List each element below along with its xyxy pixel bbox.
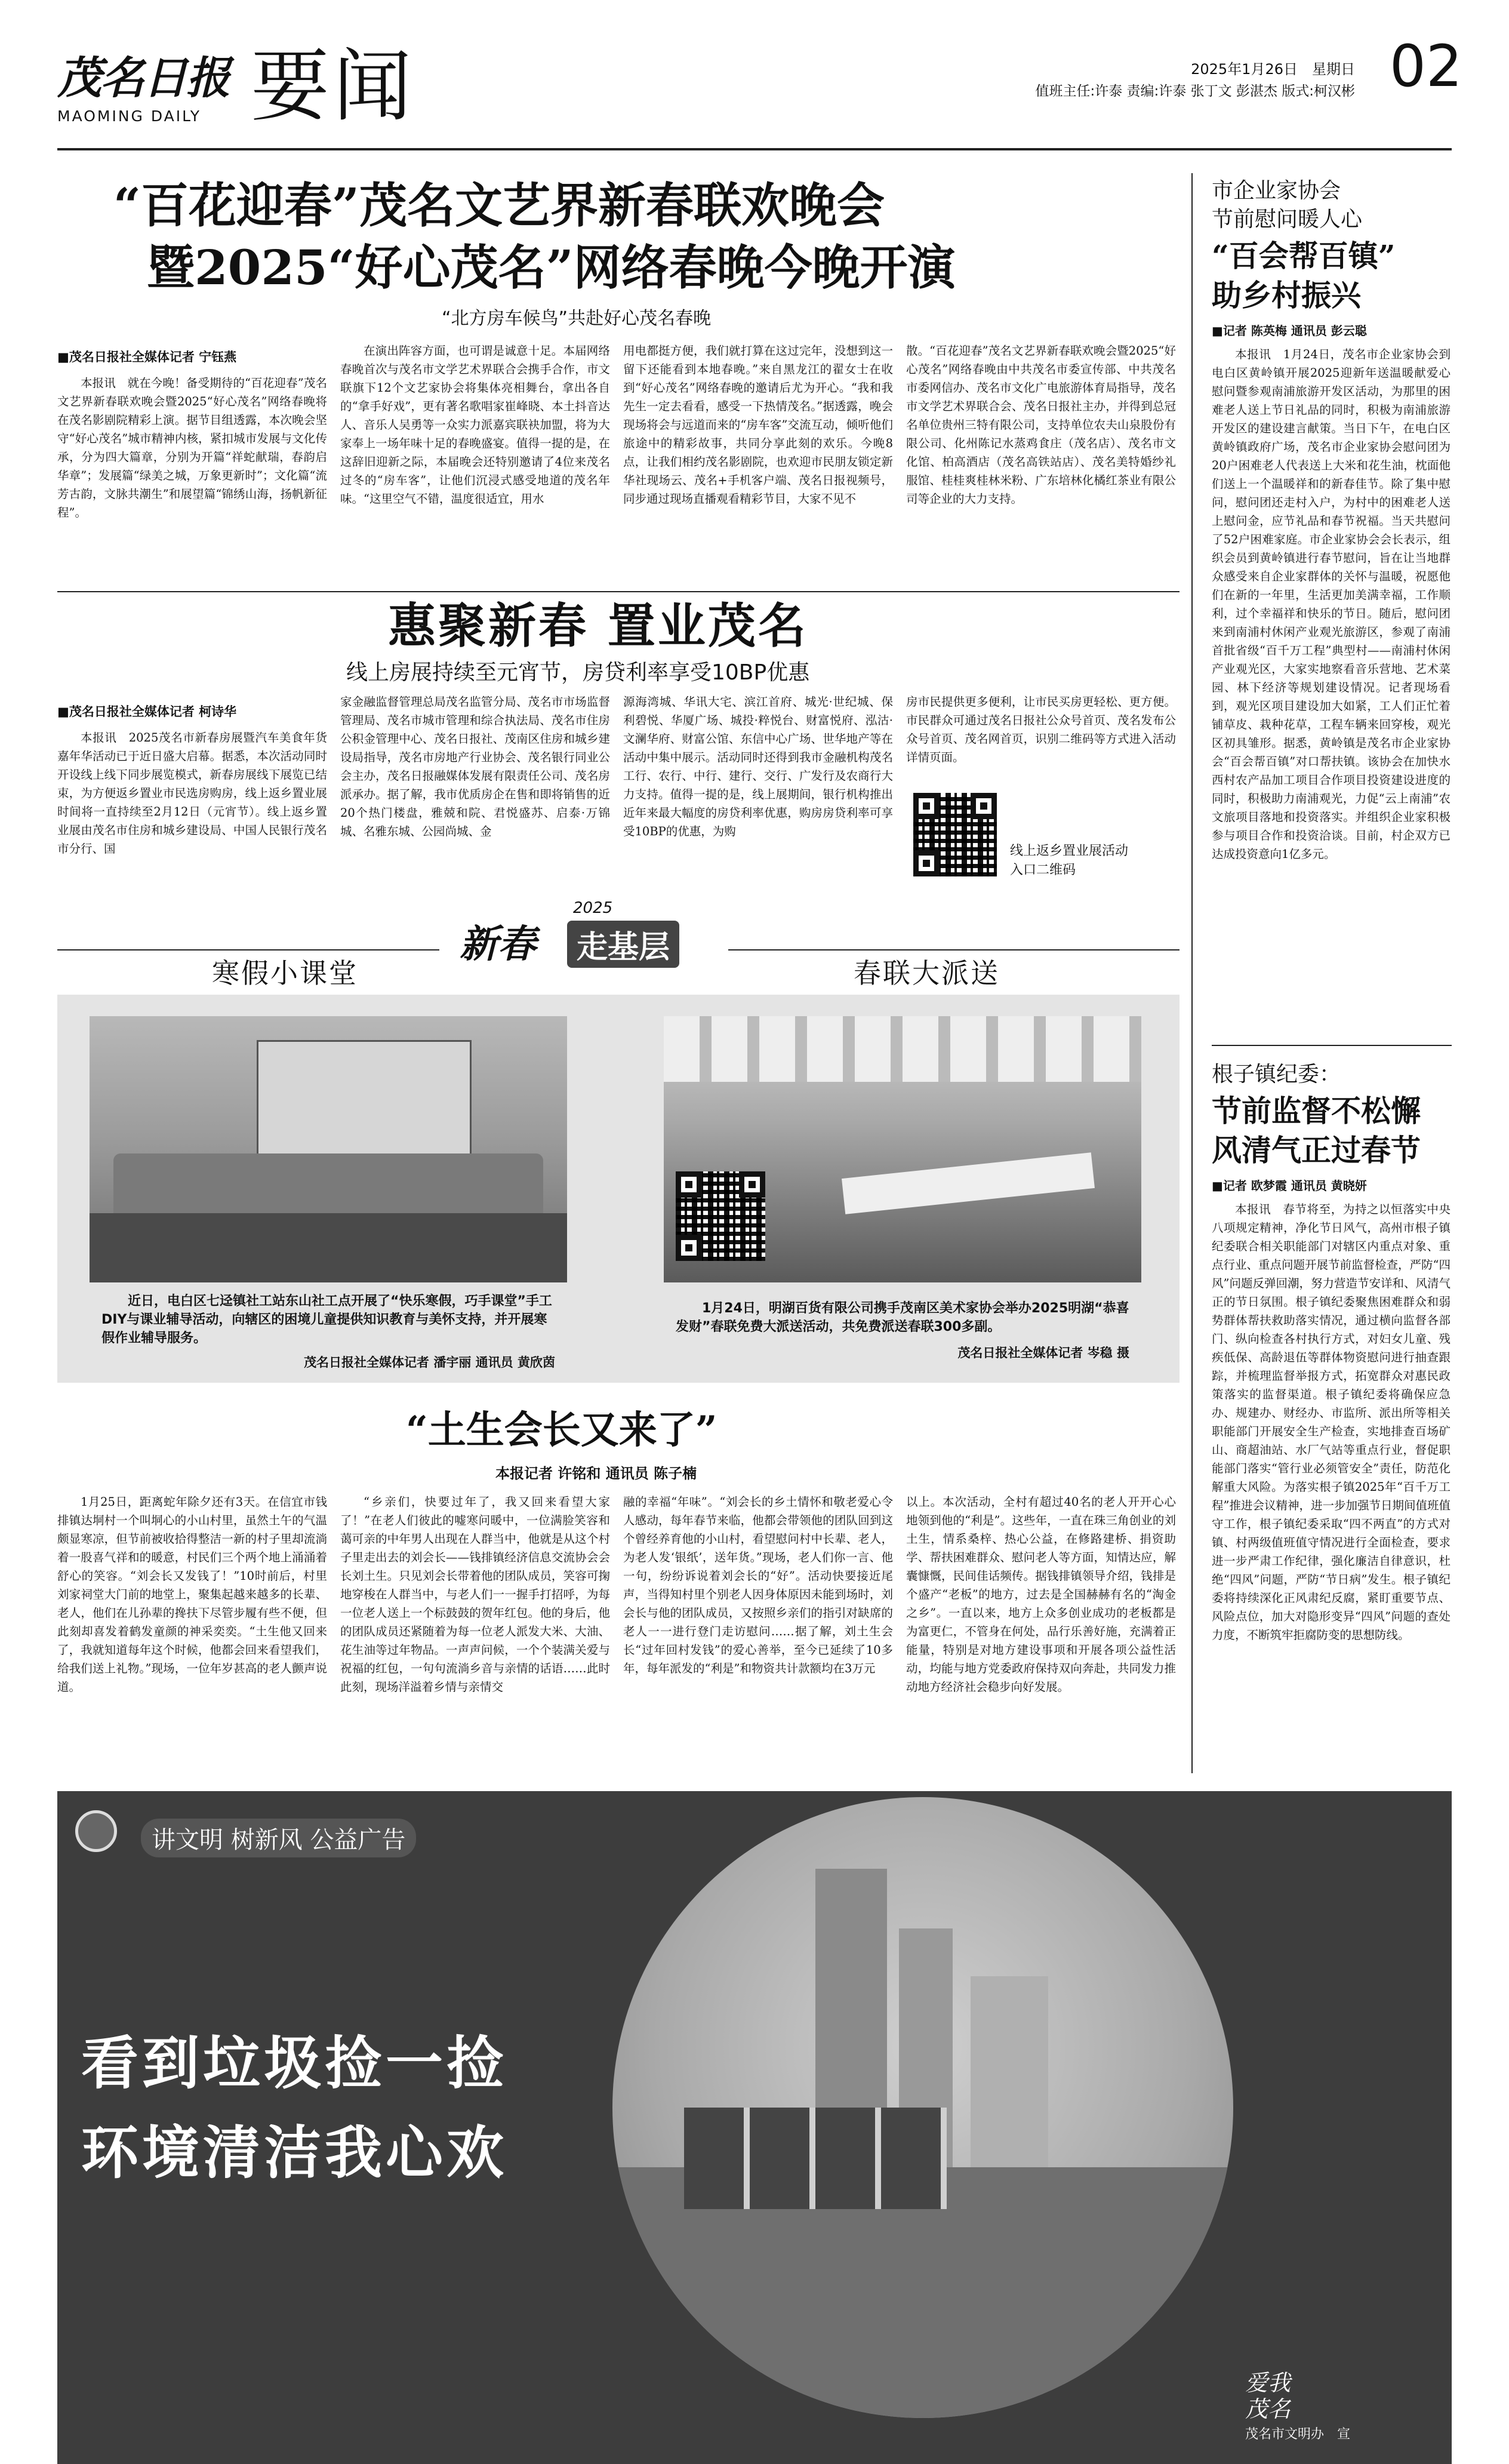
article3-col-1 (57, 1493, 327, 1696)
article1-col-2 (340, 342, 610, 508)
badge-year: 2025 (573, 899, 613, 917)
article2-headline: 惠聚新春 置业茂名 (388, 598, 808, 654)
article2-col-2 (340, 693, 610, 841)
ad-illustration-circle (612, 1797, 1233, 2418)
issue-date: 2025年1月26日 星期日 (1191, 61, 1355, 78)
badge-new-spring: 新春 (460, 922, 536, 967)
qr-caption-line2: 入口二维码 (1010, 863, 1076, 878)
article3-headline: “土生会长又来了” (406, 1408, 717, 1453)
article2-col-4 (906, 693, 1176, 767)
ad-kicker: 讲文明 树新风 公益广告 (141, 1819, 416, 1857)
article3-byline: 本报记者 许铭和 通讯员 陈子楠 (495, 1465, 697, 1482)
badge-grassroots: 走基层 (567, 921, 679, 968)
ad-emblem (75, 1810, 117, 1852)
qr-caption-line1: 线上返乡置业展活动 (1010, 844, 1129, 859)
photo-left-caption: 近日，电白区七迳镇社工站东山社工点开展了“快乐寒假，巧手课堂”手工DIY与课业辅导活动，向辖区的困境儿童提供知识教育与美怀支持，并开展寒假作业辅导服务。 (101, 1294, 552, 1346)
sidebar1-title-1: “百会帮百镇” (1212, 238, 1396, 273)
article1-col-1 (57, 347, 327, 522)
sidebar-divider (1191, 173, 1193, 1773)
sidebar2-kicker: 根子镇纪委： (1212, 1062, 1341, 1087)
photo-left-credit: 茂名日报社全媒体记者 潘宇丽 通讯员 黄欣茵 (304, 1355, 555, 1370)
article1-col-4 (906, 342, 1176, 508)
housing-expo-qr-code[interactable] (913, 793, 997, 876)
sidebar-story-divider (1212, 1045, 1452, 1046)
article1-col-3 (623, 342, 893, 508)
logo-calligraphy: 茂名日报 (57, 53, 229, 104)
article1-headline-2: 暨2025“好心茂名”网络春晚今晚开演 (147, 239, 956, 296)
ad-brand-line2: 茂名 (1245, 2396, 1291, 2422)
article3-col-3 (623, 1493, 893, 1678)
article3-text-3: 融的幸福“年味”。“刘会长的乡土情怀和敬老爱心令人感动，每年春节来临，他都会带领他的团队回到这个曾经养育他的小山村，看望慰问村中长辈、老人，为老人发‘银纸’，送年货。”现场，老人们你一言、他一句，纷纷诉说着刘会长的“好”。活动快要接近尾声，当得知村里个别老人因身体原因未能到场时，刘会长与他的团队成员，又按照乡亲们的指引对缺席的老人一一进行登门走访慰问……据了解，刘土生会长“过年回村发钱”的爱心善举，至今已延续了10多年，每年派发的“利是”和物资共计款额均在3万元 (623, 1495, 893, 1675)
sidebar1-kicker-1: 市企业家协会 (1212, 179, 1341, 203)
article2-col-1 (57, 702, 327, 858)
banner-line-left (57, 949, 439, 950)
article1-subtitle: “北方房车候鸟”共赴好心茂名春晚 (442, 308, 712, 329)
recycle-bins-graphic (684, 2108, 947, 2209)
article1-text-2: 在演出阵容方面，也可谓是诚意十足。本届网络春晚首次与茂名市文学艺术界联合会携手合作，市文联旗下12个文艺家协会将集体亮相舞台，拿出各自的“拿手好戏”，更有著名歌唱家崔峰晓、本土抖音达人、音乐人吴勇等一众实力派嘉宾联袂加盟，将为大家奉上一场年味十足的春晚盛宴。值得一提的是，在这辞旧迎新之际，本届晚会还特别邀请了4位来茂名过冬的“房车客”，让他们沉浸式感受地道的茂名年味。“这里空气不错，温度很适宜，用水 (340, 344, 610, 506)
article1-text-3: 用电都挺方便，我们就打算在这过完年，没想到这一留下还能看到本地春晚。”来自黑龙江的翟女士在收到“好心茂名”网络春晚的邀请后尤为开心。“我和我先生一定去看看，感受一下热情茂名。”据透露，晚会现场将会与远道而来的“房车客”交流互动，倾听他们旅途中的精彩故事，共同分享此刻的欢乐。今晚8点，让我们相约茂名影剧院，也欢迎市民朋友锁定新华社现场云、茂名+手机客户端、茂名日报视频号，同步通过现场直播观看精彩节目，大家不见不 (623, 344, 893, 506)
sidebar2-body: 本报讯 春节将至，为持之以恒落实中央八项规定精神，净化节日风气，高州市根子镇纪委联合相关职能部门对辖区内重点对象、重点行业、重点问题开展节前监督检查，严防“四风”问题反弹回潮，努力营造节安详和、风清气正的节日氛围。根子镇纪委聚焦困难群众和弱势群体帮扶救助落实情况，通过横向监督各部门、纵向检查各村执行方式，对妇女儿童、残疾低保、高龄退伍等群体物资慰问进行抽查跟踪，并梳理监督举报方式，拓宽群众对惠民政策落实的监督渠道。根子镇纪委将确保应急办、规建办、财经办、市监所、派出所等相关职能部门开展安全生产检查，实地排查百场矿山、商超油站、水厂气站等重点行业，督促职能部门落实“管行业必须管安全”责任，防范化解重大风险。为落实根子镇2025年“百千万工程”推进会议精神，进一步加强节日期间值班值守工作，根子镇纪委采取“四不两直”的方式对镇、村两级值班值守情况进行全面检查，要求进一步严肃工作纪律，强化廉洁自律意识，杜绝“四风”问题，严防“节日病”发生。根子镇纪委将持续深化正风肃纪反腐，紧盯重要节点、风险点位，加大对隐形变异“四风”问题的查处力度，不断筑牢拒腐防变的思想防线。 (1212, 1202, 1451, 1642)
ad-slogan-line2: 环境清洁我心欢 (81, 2120, 507, 2186)
ad-slogan-line1: 看到垃圾捡一捡 (81, 2030, 507, 2097)
ad-credit: 茂名市文明办 宣 (1245, 2427, 1351, 2442)
banner-line-right (728, 949, 1180, 950)
article1-headline-1: “百花迎春”茂名文艺界新春联欢晚会 (113, 177, 885, 233)
sidebar2-title-1: 节前监督不松懈 (1212, 1093, 1421, 1128)
photo-right-credit: 茂名日报社全媒体记者 岑稳 摄 (957, 1346, 1129, 1360)
photo-couplet-giveaway (664, 1016, 1141, 1282)
article1-text-1: 本报讯 就在今晚！备受期待的“百花迎春”茂名文艺界新春联欢晚会暨2025“好心茂名”网络春晚将在茂名影剧院精彩上演。据节目组透露，本次晚会坚守“好心茂名”城市精神内核，紧扣城市发展与文化传承，分为四大篇章，分别为开篇“祥蛇献瑞，春韵启华章”；发展篇“绿美之城，万象更新时”；文化篇“流芳古韵，文脉共潮生”和展望篇“锦绣山海，扬帆新征程”。 (57, 376, 327, 519)
photo-winter-class (90, 1016, 567, 1282)
sidebar2-byline: ■记者 欧梦霞 通讯员 黄晓妍 (1212, 1179, 1367, 1193)
header-rule (57, 148, 1452, 150)
logo-english: MAOMING DAILY (57, 107, 202, 125)
photo-right-caption: 1月24日，明湖百货有限公司携手茂南区美术家协会举办2025明湖“恭喜发财”春联免费大派送活动，共免费派送春联300多副。 (676, 1301, 1129, 1334)
sidebar1-body: 本报讯 1月24日，茂名市企业家协会到电白区黄岭镇开展2025迎新年送温暖献爱心慰问暨参观南浦旅游开发区活动，为那里的困难老人送上节日礼品的同时，积极为南浦旅游开发区的建设建言献策。当日下午，在电白区黄岭镇政府广场，茂名市企业家协会慰问团为20户困难老人代表送上大米和花生油，枕面他们送上一个温暖祥和的新春佳节。除了集中慰问，慰问团还走村入户，为村中的困难老人送上慰问金，应节礼品和春节祝福。当天共慰问了52户困难家庭。市企业家协会会长表示，组织会员到黄岭镇进行春节慰问，旨在让当地群众感受来自企业家群体的关怀与温暖，祝愿他们在新的一年里，生活更加美满幸福，工作顺利，过个幸福祥和快乐的节日。随后，慰问团来到南浦村休闲产业观光旅游区，参观了南浦首批省级“百千万工程”典型村——南浦村休闲产业观光区，大家实地察看音乐营地、艺术菜园、林下经济等规划建设情况。记者现场看到，观光区项目建设加大如紧，工人们正忙着铺草皮、栽种花草，工程车辆来回穿梭，观光区初具雏形。据悉，黄岭镇是茂名市企业家协会“百会帮百镇”对口帮扶镇。该协会在加快水西村农产品加工项目合作项目投资建设进度的同时，积极助力南浦观光，力促“云上南浦”农文旅项目落地和投资落实。并组织企业家积极参与项目合作和投资洽谈。目前，村企双方已达成投资意向1亿多元。 (1212, 347, 1451, 861)
sidebar1-title-2: 助乡村振兴 (1212, 278, 1361, 313)
divider-a1 (57, 591, 1180, 592)
article3-text-2: “乡亲们，快要过年了，我又回来看望大家了！”在老人们彼此的嘘寒问暖中，一位满脸笑容和蔼可亲的中年男人出现在人群当中，他就是从这个村子里走出去的刘会长——钱排镇经济信息交流协会会长刘土生。只见刘会长带着他的团队成员，笑容可掬地穿梭在人群当中，与老人们一一握手打招呼，为每一位老人送上一个标鼓鼓的贺年红包。他的身后，他的团队成员还紧随着为每一位老人派发大米、大油、花生油等过年物品。一声声问候，一个个装满关爱与祝福的红包，一句句流淌乡音与亲情的话语……此时此刻，现场洋溢着乡情与亲情交 (340, 1495, 610, 1694)
photo-qr-code (676, 1171, 765, 1261)
article3-col-4 (906, 1493, 1176, 1696)
sidebar-story-2 (1212, 1060, 1451, 1644)
article3-text-4: 以上。本次活动，全村有超过40名的老人开开心心地领到他的“利是”。这些年，一直在珠三角创业的刘土生，情系桑梓、热心公益，在修路建桥、捐资助学、帮扶困难群众、慰问老人等方面，知情达应，解囊慷慨，民间佳话频传。据钱排镇领导介绍，钱排是个盛产“老板”的地方，过去是全国赫赫有名的“淘金之乡”。一直以来，地方上众多创业成功的老板都是为富更仁，不管身在何处，品行乐善好施，充满着正能量，特别是对地方建设事项和开展各项公益性活动，均能与地方党委政府保持双向奔赴，共同发力推动地方经济社会稳步向好发展。 (906, 1495, 1176, 1694)
article2-text-4: 房市民提供更多便利，让市民买房更轻松、更方便。市民群众可通过茂名日报社公众号首页、茂名发布公众号首页、茂名网首页，识别二维码等方式进入活动详情页面。 (906, 695, 1176, 764)
section-title: 要闻 (251, 41, 415, 133)
article2-subtitle: 线上房展持续至元宵节，房贷利率享受10BP优惠 (346, 660, 810, 685)
new-spring-grassroots-badge (448, 896, 722, 979)
sidebar2-title-2: 风清气正过春节 (1212, 1133, 1421, 1168)
photo-right-heading: 春联大派送 (854, 957, 1000, 989)
page-number: 02 (1389, 33, 1462, 100)
sidebar-story-1 (1212, 177, 1451, 863)
article1-byline: ■茂名日报社全媒体记者 宁钰燕 (57, 350, 237, 364)
article2-text-3: 源海湾城、华讯大宅、滨江首府、城光·世纪城、保利碧悦、华厦广场、城投·粹悦台、财富悦府、泓沽·文澜华府、财富公馆、东信中心广场、世华地产等在活动中集中展示。活动同时还得到我市金融机构茂名工行、农行、中行、建行、交行、广发行及农商行大力支持。值得一提的是，线上展期间，银行机构推出近年来最大幅度的房贷利率优惠，购房房贷利率可享受10BP的优惠，为购 (623, 695, 893, 838)
article2-text-2: 家金融监督管理总局茂名监管分局、茂名市市场监督管理局、茂名市城市管理和综合执法局、茂名市住房公积金管理中心、茂名日报社、茂南区住房和城乡建设局指导，茂名市房地产行业协会、茂名银行同业公会主办，茂名日报融媒体发展有限责任公司、茂名房派承办。据了解，我市优质房企在售和即将销售的近20个热门楼盘，雅兢和院、君悦盛苏、启泰·万锦城、名雅东城、公园尚城、金 (340, 695, 610, 838)
photo-left-heading: 寒假小课堂 (212, 957, 358, 989)
masthead (57, 51, 236, 141)
article3-col-2 (340, 1493, 610, 1696)
article2-byline: ■茂名日报社全媒体记者 柯诗华 (57, 705, 237, 719)
sidebar1-byline: ■记者 陈英梅 通讯员 彭云聪 (1212, 324, 1367, 338)
article1-text-4: 散。“百花迎春”茂名文艺界新春联欢晚会暨2025“好心茂名”网络春晚由中共茂名市委宣传部、中共茂名市委网信办、茂名市文化广电旅游体育局指导，茂名市文学艺术界联合会、茂名日报社主办，并得到总冠名单位贵州三特有限公司，支持单位农夫山泉股份有限公司、化州陈记水蒸鸡食庄（茂名店）、茂名市文化馆、柏高酒店（茂名高铁站店）、茂名美特婚纱礼服馆、桂桂爽桂林米粉、广东培林化橘红茶业有限公司等企业的大力支持。 (906, 344, 1176, 506)
article2-text-1: 本报讯 2025茂名市新春房展暨汽车美食年货嘉年华活动已于近日盛大启幕。据悉，本次活动同时开设线上线下同步展览模式，新春房展线下展览已结束，为方便返乡置业市民选房购房，线上返乡置业展时间将一直持续至2月12日（元宵节）。线上返乡置业展由茂名市住房和城乡建设局、中国人民银行茂名市分行、国 (57, 731, 327, 856)
public-service-ad (57, 1791, 1452, 2464)
ad-brand-line1: 爱我 (1245, 2370, 1291, 2396)
article2-col-3 (623, 693, 893, 841)
article3-text-1: 1月25日，距离蛇年除夕还有3天。在信宜市钱排镇达垌村一个叫垌心的小山村里，虽然土午的气温颇显寒凉，但节前被收拾得整洁一新的村子里却流淌着一股喜气祥和的暖意，村民们三个两个地上涌涌着舒心的笑容。“刘会长又发钱了！”10时前后，村里刘家祠堂大门前的地堂上，聚集起越来越多的长辈、老人，他们在儿孙辈的搀扶下尽管步履有些不便，但此刻却喜发着鹤发童颜的神采奕奕。“土生他又回来了，我就知道每年这个时候，他都会回来看望我们，给我们送上礼物。”现场，一位年岁甚高的老人颤声说道。 (57, 1495, 327, 1694)
editor-credits: 值班主任:许泰 责编:许泰 张丁文 彭湛杰 版式:柯汉彬 (1035, 84, 1355, 99)
sidebar1-kicker-2: 节前慰问暖人心 (1212, 207, 1363, 232)
